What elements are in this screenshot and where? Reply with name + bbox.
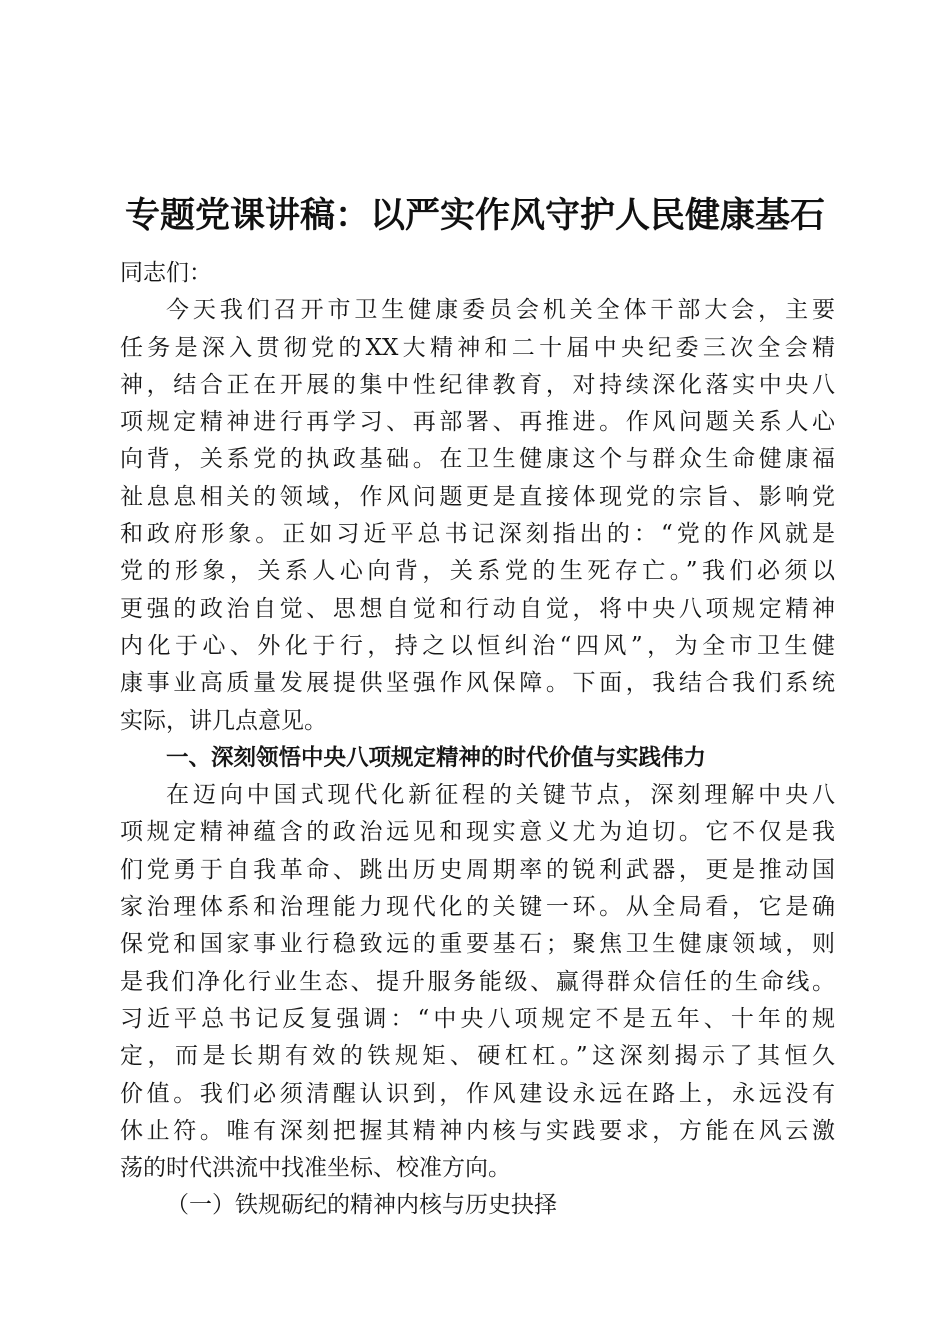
paragraph-line: 今天我们召开市卫生健康委员会机关全体干部大会，主要 (166, 297, 835, 324)
paragraph-line: 实际，讲几点意见。 (120, 707, 327, 734)
paragraph-line: 更强的政治自觉、思想自觉和行动自觉，将中央八项规定精神 (120, 595, 835, 622)
paragraph-line: 项规定精神蕴含的政治远见和现实意义尤为迫切。它不仅是我 (120, 819, 835, 846)
paragraph-line: 内化于心、外化于行，持之以恒纠治“四风”，为全市卫生健 (120, 632, 835, 659)
paragraph-line: 神，结合正在开展的集中性纪律教育，对持续深化落实中央八 (120, 371, 835, 398)
paragraph-line: 荡的时代洪流中找准坐标、校准方向。 (120, 1155, 511, 1182)
document-body (120, 255, 835, 1225)
intro-paragraph (120, 292, 835, 740)
paragraph-line: 习近平总书记反复强调：“中央八项规定不是五年、十年的规 (120, 1005, 835, 1032)
greeting: 同志们： (120, 260, 212, 286)
paragraph-line: 任务是深入贯彻党的XX大精神和二十届中央纪委三次全会精 (120, 334, 835, 361)
section-heading: 一、深刻领悟中央八项规定精神的时代价值与实践伟力 (166, 744, 707, 771)
subsection-heading: （一）铁规砺纪的精神内核与历史抉择 (166, 1192, 557, 1219)
document-title: 专题党课讲稿：以严实作风守护人民健康基石 (124, 195, 825, 236)
paragraph-line: 向背，关系党的执政基础。在卫生健康这个与群众生命健康福 (120, 446, 835, 473)
paragraph-line: 项规定精神进行再学习、再部署、再推进。作风问题关系人心 (120, 409, 835, 436)
paragraph-line: 休止符。唯有深刻把握其精神内核与实践要求，方能在风云激 (120, 1117, 835, 1144)
paragraph-line: 保党和国家事业行稳致远的重要基石；聚焦卫生健康领域，则 (120, 931, 835, 958)
paragraph-line: 们党勇于自我革命、跳出历史周期率的锐利武器，更是推动国 (120, 856, 835, 883)
section1-paragraph (120, 777, 835, 1187)
paragraph-line: 定，而是长期有效的铁规矩、硬杠杠。”这深刻揭示了其恒久 (120, 1043, 835, 1070)
paragraph-line: 在迈向中国式现代化新征程的关键节点，深刻理解中央八 (166, 782, 835, 809)
paragraph-line: 家治理体系和治理能力现代化的关键一环。从全局看，它是确 (120, 894, 835, 921)
paragraph-line: 价值。我们必须清醒认识到，作风建设永远在路上，永远没有 (120, 1080, 835, 1107)
paragraph-line: 和政府形象。正如习近平总书记深刻指出的：“党的作风就是 (120, 521, 835, 548)
paragraph-line: 祉息息相关的领域，作风问题更是直接体现党的宗旨、影响党 (120, 483, 835, 510)
paragraph-line: 康事业高质量发展提供坚强作风保障。下面，我结合我们系统 (120, 670, 835, 697)
paragraph-line: 党的形象，关系人心向背，关系党的生死存亡。”我们必须以 (120, 558, 835, 585)
paragraph-line: 是我们净化行业生态、提升服务能级、赢得群众信任的生命线。 (120, 968, 835, 995)
